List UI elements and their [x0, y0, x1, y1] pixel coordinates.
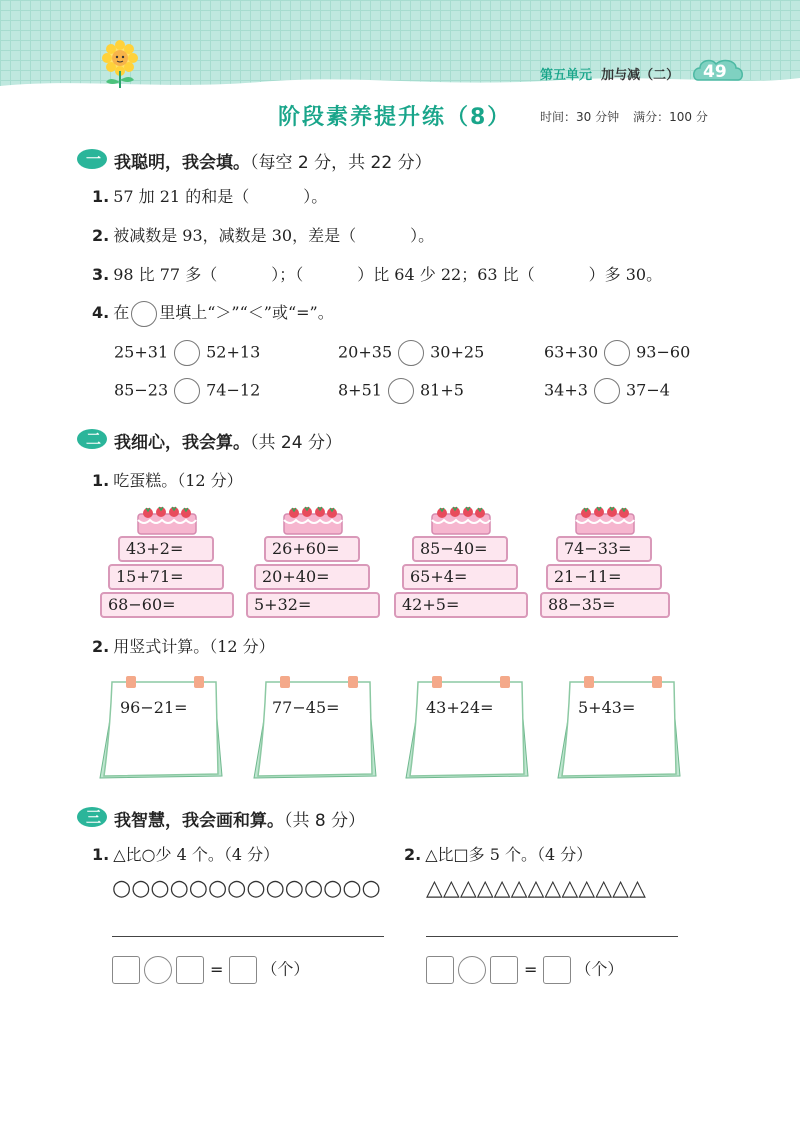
- cake-layer: 5+32=: [246, 592, 380, 618]
- unit-label: （个）: [261, 959, 310, 979]
- question-2-2: [92, 634, 275, 657]
- question-1-4: [92, 300, 334, 327]
- compare-item: [338, 340, 484, 366]
- cake-top-icon: [136, 504, 198, 536]
- note-pad-icon: [98, 672, 228, 784]
- q-number: 1.: [92, 187, 110, 206]
- q-text-a: 98 比 77 多（: [113, 265, 218, 284]
- q-text-d: ）多 30。: [588, 265, 663, 284]
- q-number: 1.: [92, 845, 110, 864]
- unit-label: [540, 64, 679, 83]
- section-1-number: 一: [86, 150, 102, 168]
- q-number: 2.: [404, 845, 422, 864]
- compare-right: 37−4: [625, 380, 670, 400]
- operator-circle[interactable]: [458, 956, 486, 984]
- cake-layer: 74−33=: [556, 536, 652, 562]
- cake-layer: 65+4=: [402, 564, 518, 590]
- cake-top-icon: [430, 504, 492, 536]
- cake-layer: 85−40=: [412, 536, 508, 562]
- cake-layer: 68−60=: [100, 592, 234, 618]
- answer-box[interactable]: [229, 956, 257, 984]
- section-1-points: （每空 2 分，共 22 分）: [250, 153, 432, 173]
- q-text-a: 被减数是 93，减数是 30，差是（: [113, 226, 357, 245]
- operator-circle[interactable]: [144, 956, 172, 984]
- cake-top-icon: [282, 504, 344, 536]
- q-text: △比□多 5 个。（4 分）: [425, 845, 593, 864]
- section-3-title: [114, 806, 365, 831]
- compare-circle[interactable]: [398, 340, 424, 366]
- draw-line[interactable]: [112, 936, 384, 937]
- section-2-points: （共 24 分）: [250, 433, 342, 453]
- compare-circle[interactable]: [594, 378, 620, 404]
- compare-left: 34+3: [544, 380, 588, 400]
- q-text: △比○少 4 个。（4 分）: [113, 845, 280, 864]
- compare-circle[interactable]: [174, 340, 200, 366]
- cake-layer: 20+40=: [254, 564, 370, 590]
- cake-1: [98, 504, 238, 620]
- answer-box[interactable]: [176, 956, 204, 984]
- compare-left: 85−23: [114, 380, 169, 400]
- note-pad-icon: [556, 672, 686, 784]
- section-2-number: 二: [86, 430, 102, 448]
- section-3-number: 三: [86, 808, 102, 826]
- q-text: 用竖式计算。（12 分）: [113, 637, 275, 656]
- unit-name: 第五单元: [540, 68, 593, 83]
- draw-line[interactable]: [426, 936, 678, 937]
- vertical-calc: 43+24=: [426, 698, 494, 717]
- cake-layer: 21−11=: [546, 564, 662, 590]
- question-3-2: [404, 842, 592, 865]
- q-text-b: ）。: [303, 187, 328, 206]
- compare-right: 74−12: [206, 380, 261, 400]
- compare-left: 63+30: [544, 342, 599, 362]
- page-number: 49: [703, 62, 727, 82]
- vertical-calc: 77−45=: [272, 698, 340, 717]
- compare-right: 52+13: [206, 342, 261, 362]
- compare-right: 93−60: [636, 342, 691, 362]
- cake-layer: 15+71=: [108, 564, 224, 590]
- question-1-1: [92, 184, 327, 207]
- cake-4: [540, 504, 680, 620]
- answer-box[interactable]: [426, 956, 454, 984]
- q-text-b: ）；（: [271, 265, 304, 284]
- equals-sign: =: [210, 959, 224, 979]
- compare-item: [544, 340, 690, 366]
- equals-sign: =: [524, 959, 538, 979]
- compare-left: 8+51: [338, 380, 382, 400]
- compare-left: 25+31: [114, 342, 169, 362]
- compare-left: 20+35: [338, 342, 393, 362]
- q-number: 1.: [92, 471, 110, 490]
- section-1-title: [114, 148, 432, 173]
- q-number: 3.: [92, 265, 110, 284]
- unit-label: （个）: [575, 959, 624, 979]
- compare-item: [114, 378, 260, 404]
- section-2-heading: 我细心，我会算。: [114, 433, 250, 453]
- cake-top-icon: [574, 504, 636, 536]
- page-title: 阶段素养提升练（8）: [278, 105, 512, 130]
- cake-layer: 26+60=: [264, 536, 360, 562]
- equation-2: [426, 956, 623, 984]
- compare-right: 81+5: [419, 380, 464, 400]
- question-2-1: [92, 468, 243, 491]
- flower-icon: [98, 40, 144, 90]
- cake-layer: 88−35=: [540, 592, 670, 618]
- question-1-3: [92, 262, 662, 285]
- compare-right: 30+25: [430, 342, 485, 362]
- answer-box[interactable]: [490, 956, 518, 984]
- answer-box[interactable]: [112, 956, 140, 984]
- time-limit: 时间：30 分钟: [540, 110, 620, 124]
- triangle-row: △△△△△△△△△△△△△: [426, 876, 646, 901]
- question-1-2: [92, 223, 434, 246]
- cake-3: [394, 504, 534, 620]
- note-pad-icon: [252, 672, 382, 784]
- cake-layer: 43+2=: [118, 536, 214, 562]
- equation-1: [112, 956, 309, 984]
- circle-icon: [131, 301, 157, 327]
- compare-circle[interactable]: [174, 378, 200, 404]
- q-text-a: 在: [113, 303, 130, 322]
- q-text-a: 57 加 21 的和是（: [113, 187, 250, 206]
- cake-2: [246, 504, 386, 620]
- section-2-title: [114, 428, 342, 453]
- compare-circle[interactable]: [388, 378, 414, 404]
- question-3-1: [92, 842, 279, 865]
- compare-circle[interactable]: [604, 340, 630, 366]
- exam-meta: [540, 108, 722, 125]
- section-1-heading: 我聪明，我会填。: [114, 153, 250, 173]
- section-3-heading: 我智慧，我会画和算。: [114, 811, 284, 831]
- q-text-b: 里填上“＞”“＜”或“=”。: [159, 303, 334, 322]
- note-pad-icon: [404, 672, 534, 784]
- section-3-points: （共 8 分）: [284, 811, 366, 831]
- q-number: 4.: [92, 303, 110, 322]
- compare-item: [544, 378, 670, 404]
- vertical-calc: 96−21=: [120, 698, 188, 717]
- full-score: 满分：100 分: [633, 110, 708, 124]
- answer-box[interactable]: [543, 956, 571, 984]
- q-text-c: ）比 64 少 22；63 比（: [357, 265, 535, 284]
- q-text: 吃蛋糕。（12 分）: [113, 471, 243, 490]
- unit-topic: 加与减（二）: [601, 68, 680, 83]
- compare-item: [338, 378, 464, 404]
- compare-item: [114, 340, 260, 366]
- vertical-calc: 5+43=: [578, 698, 636, 717]
- cake-layer: 42+5=: [394, 592, 528, 618]
- q-text-b: ）。: [410, 226, 435, 245]
- q-number: 2.: [92, 226, 110, 245]
- q-number: 2.: [92, 637, 110, 656]
- circle-row: ○○○○○○○○○○○○○○: [112, 876, 381, 901]
